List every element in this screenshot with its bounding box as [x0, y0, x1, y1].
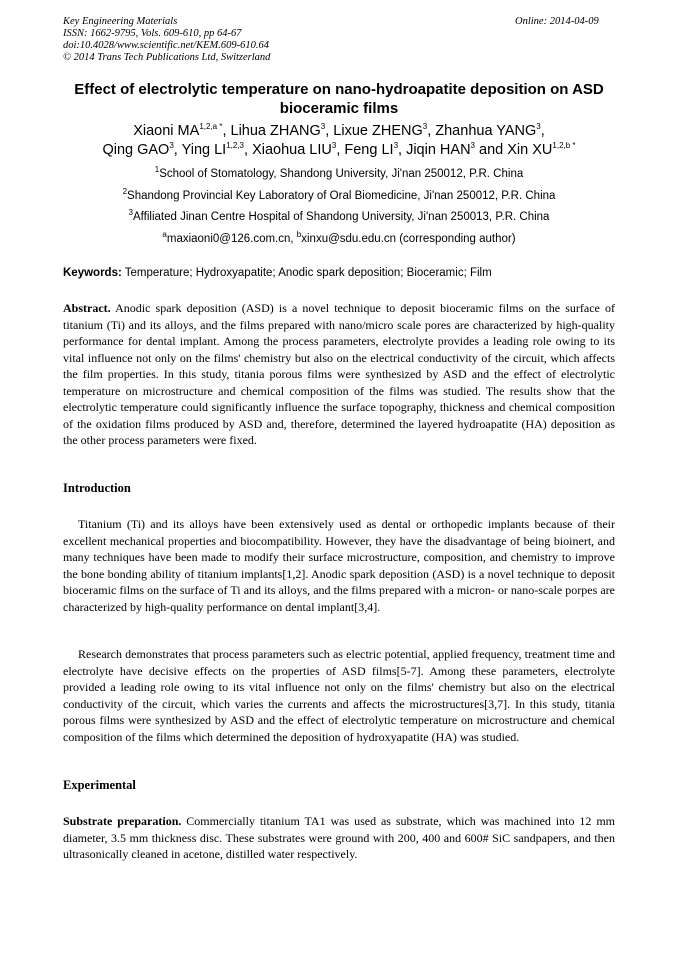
- author: Jiqin HAN$^3$ and: [406, 141, 508, 158]
- abstract: [63, 300, 615, 449]
- journal-header: [63, 16, 270, 64]
- author: Zhanhua YANG$^3$,: [435, 122, 545, 139]
- affiliation: $^1$School of Stomatology, Shandong University, Ji'nan 250012, P.R. China: [154, 165, 524, 180]
- introduction-paragraph-1: Titanium (Ti) and its alloys have been extensively used as dental or orthopedic implants because of their excellent mechanical properties and biocompatibility. However, they have the disadvantage of being bioinert, and many techniques have been made to modify their surface microstructure, composition, and chemistry to improve the bone bonding ability of titanium implants[1,2]. Anodic spark deposition (ASD) is a novel technique to deposit bioceramic films on the surface of Ti and its alloys, and the films prepared with a micron- or nano-scale porpes are characterized by high-quality performance on dental implant[3,4].: [63, 517, 615, 614]
- keywords: [63, 266, 615, 280]
- online-date: Online: 2014-04-09: [515, 16, 599, 27]
- substrate-text: Commercially titanium TA1 was used as substrate, which was machined into 12 mm diameter, 3.5 mm thickness disc. These substrates were ground with 200, 400 and 600# SiC sandpapers, and then ultrasonically cleaned in acetone, distilled water respectively.: [63, 814, 616, 861]
- journal-name: Key Engineering Materials: [63, 16, 178, 27]
- keywords-text: Temperature; Hydroxyapatite; Anodic spark deposition; Bioceramic; Film: [121, 267, 492, 279]
- abstract-label: Abstract.: [63, 301, 111, 315]
- author: Xiaohua LIU$^3$,: [252, 141, 345, 158]
- introduction-paragraph-2: Research demonstrates that process parameters such as electric potential, applied frequency, treatment time and electrolyte have decisive effects on the properties of ASD films[5-7]. Among these parameters, electrolyte provided a leading role owing to its vital influence not only on the films' chemistry but also on the electrical conductivity of the circuit, which varies the currents and affects the microstructures[3,7]. In this study, titania porous films were synthesized by ASD and the effect of electrolytic temperature on microstructure and chemical composition of the films which determined the deposition of hydroxyapatite (HA) was studied.: [63, 647, 615, 744]
- author-emails: $^a$maxiaoni0@126.com.cn, $^b$xinxu@sdu.edu.cn (corresponding author): [162, 230, 516, 245]
- introduction-heading: Introduction: [63, 481, 131, 495]
- author: Ying LI$^{1,2,3}$,: [181, 141, 253, 158]
- author: Xiaoni $MA^{1,2,a *}$,: [133, 122, 231, 139]
- journal-issn: ISSN: 1662-9795, Vols. 609-610, pp 64-67: [63, 28, 242, 39]
- author: Qing GAO$^3$,: [102, 141, 182, 158]
- affiliation: $^3$Affiliated Jinan Centre Hospital of Shandong University, Ji'nan 250013, P.R. China: [128, 208, 550, 223]
- substrate-label: Substrate preparation.: [63, 814, 182, 828]
- substrate-preparation-paragraph: [63, 813, 615, 863]
- affiliation: $^2$Shandong Provincial Key Laboratory of Oral Biomedicine, Ji'nan 250012, P.R. China: [122, 187, 556, 202]
- journal-doi: doi:10.4028/www.scientific.net/KEM.609-610.64: [63, 40, 269, 51]
- abstract-text: Anodic spark deposition (ASD) is a novel technique to deposit bioceramic films on the surface of titanium (Ti) and its alloys, and the films prepared with nano/micro scale pores are characterized by high-quality performance for dental implant. Among the process parameters, electrolyte provides a leading role owing to its vital influence not only on the films' chemistry but also on the electrical conductivity of the circuit, which affects the film properties. In this study, titania porous films were synthesized by ASD and the effect of electrolytic temperature on microstructure and chemical composition of the films was studied. The results show that the electrolytic temperature could significantly influence the surface topography, thickness and chemical composition of the oxidation films produced by ASD and, therefore, determined the layered hydroapatite (HA) deposition as the other process parameters were fixed.: [63, 301, 615, 447]
- journal-copyright: © 2014 Trans Tech Publications Ltd, Switzerland: [63, 52, 271, 63]
- author: Lihua ZHANG$^3$,: [230, 122, 334, 139]
- keywords-label: Keywords:: [63, 267, 122, 279]
- author: Xin $XU^{1,2,b *}$: [507, 141, 576, 158]
- author-list: [63, 122, 615, 160]
- author: Feng $LI^3$,: [344, 141, 407, 158]
- paper-title: Effect of electrolytic temperature on nano-hydroapatite deposition on ASD bioceramic films: [74, 81, 604, 117]
- experimental-heading: Experimental: [63, 778, 136, 792]
- author: Lixue ZHENG$^3$,: [333, 122, 436, 139]
